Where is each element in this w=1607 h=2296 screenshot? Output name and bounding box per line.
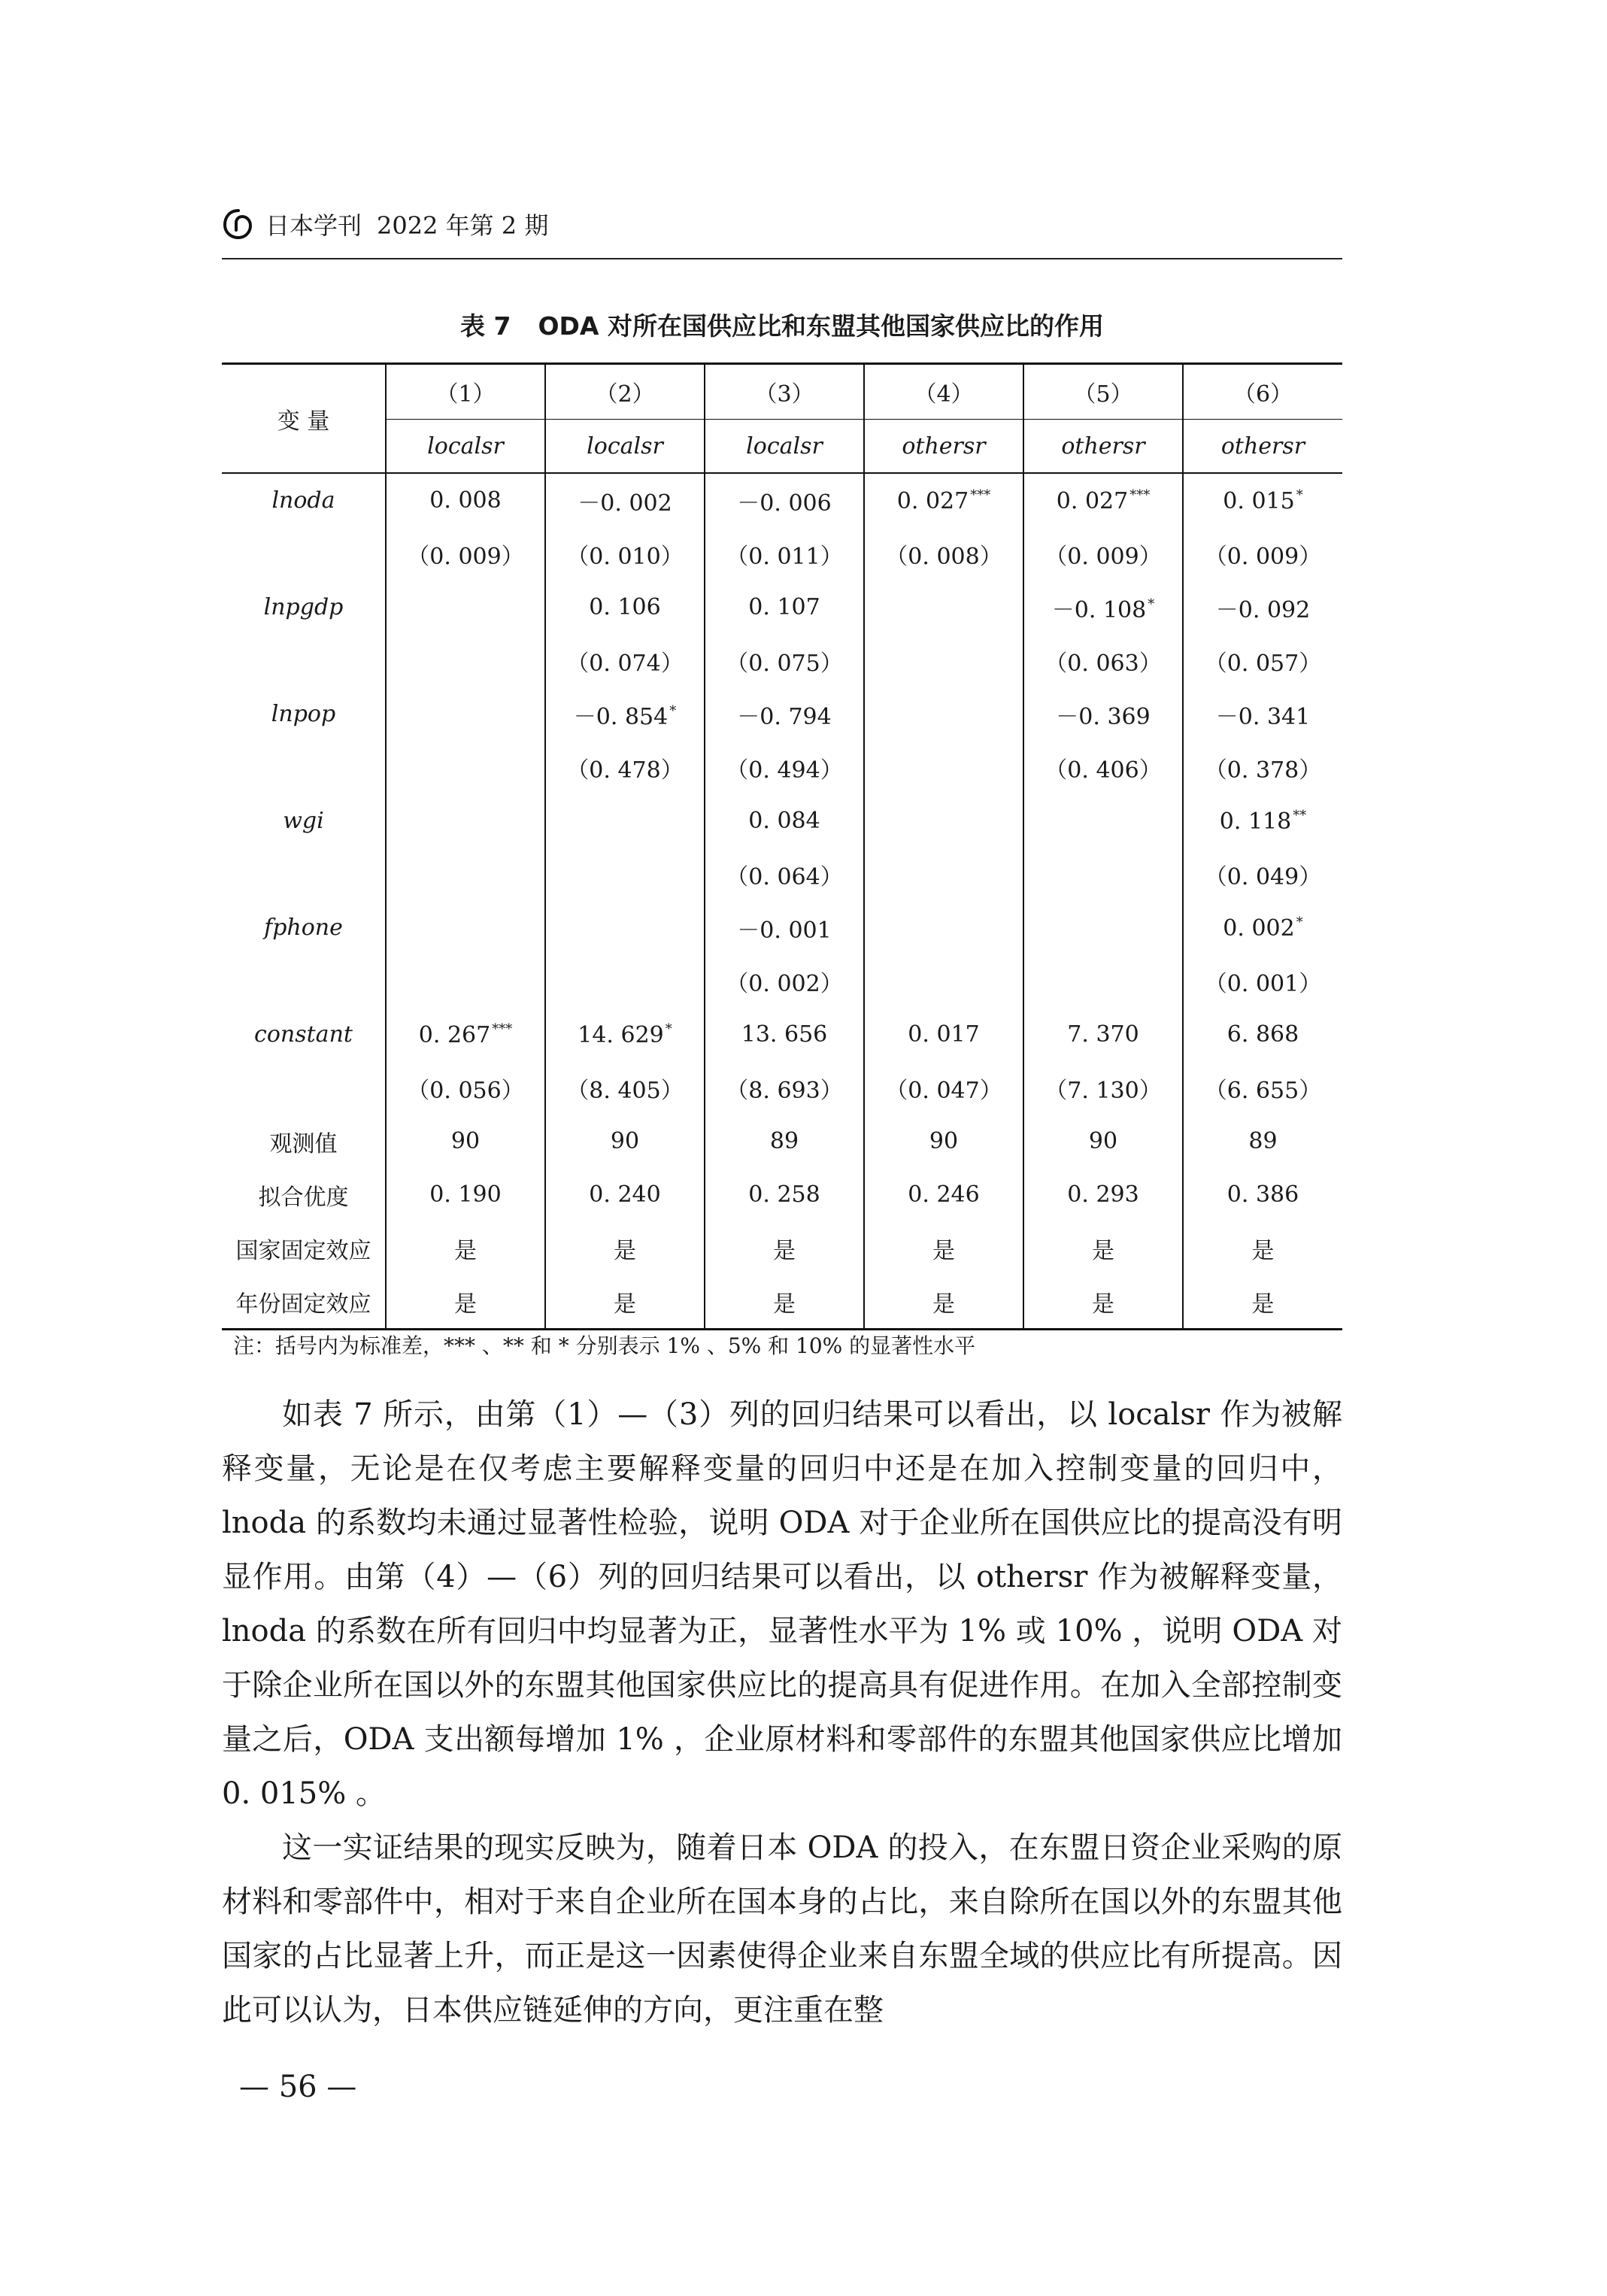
column-header: （1） xyxy=(386,364,545,420)
journal-name: 日本学刊 xyxy=(265,211,362,240)
standard-error-cell: （0. 047） xyxy=(864,1061,1023,1115)
significance-stars: * xyxy=(665,1021,672,1037)
statistic-value: 是 xyxy=(1023,1275,1183,1330)
standard-error-cell xyxy=(1023,954,1183,1008)
dependent-variable: othersr xyxy=(1023,420,1183,474)
variable-label: lnpop xyxy=(271,701,336,727)
coefficient-value: －0. 092 xyxy=(1215,596,1311,623)
empty-cell xyxy=(222,848,386,901)
coefficient-cell xyxy=(1183,581,1342,634)
standard-error-cell: （0. 009） xyxy=(386,527,545,581)
coefficient-value: 0. 027 xyxy=(1056,487,1129,514)
standard-error-cell: （0. 011） xyxy=(705,527,864,581)
coefficient-value: 0. 107 xyxy=(748,594,820,620)
coefficient-value: －0. 854 xyxy=(573,703,669,730)
coefficient-value: 0. 017 xyxy=(908,1021,980,1048)
table-note: 注：括号内为标准差，*** 、** 和 * 分别表示 1% 、5% 和 10% 的显著性水平 xyxy=(233,1333,976,1358)
coefficient-value: 0. 118 xyxy=(1219,808,1292,835)
coefficient-value: －0. 002 xyxy=(578,490,672,517)
standard-error-cell: （0. 009） xyxy=(1023,527,1183,581)
coefficient-cell xyxy=(386,901,545,954)
coefficient-cell xyxy=(545,687,705,741)
empty-cell xyxy=(222,741,386,794)
standard-error-cell: （0. 001） xyxy=(1183,954,1342,1008)
paragraph: 如表 7 所示，由第（1）—（3）列的回归结果可以看出，以 localsr 作为被解释变量，无论是在仅考虑主要解释变量的回归中还是在加入控制变量的回归中，lnoda 的系数均未通过显著性检验，说明 ODA 对于企业所在国供应比的提高没有明显作用。由第（4）—（6）列的回归结果可以看出，以 othersr 作为被解释变量，lnoda 的系数在所有回归中均显著为正，显著性水平为 1% 或 10% ，说明 ODA 对于除企业所在国以外的东盟其他国家供应比的提高具有促进作用。在加入全部控制变量之后，ODA 支出额每增加 1% ，企业原材料和零部件的东盟其他国家供应比增加 0. 015% 。 xyxy=(222,1397,1342,1811)
coefficient-cell xyxy=(705,473,864,527)
statistic-label: 年份固定效应 xyxy=(235,1291,371,1318)
statistic-value: 是 xyxy=(864,1221,1023,1275)
standard-error-cell xyxy=(545,848,705,901)
significance-stars: * xyxy=(1296,914,1303,930)
significance-stars: * xyxy=(1148,596,1155,612)
coefficient-cell xyxy=(386,473,545,527)
coefficient-value: 6. 868 xyxy=(1226,1021,1299,1048)
statistic-value: 是 xyxy=(864,1275,1023,1330)
standard-error-cell: （0. 008） xyxy=(864,527,1023,581)
coefficient-cell xyxy=(864,1008,1023,1061)
coefficient-cell xyxy=(545,1008,705,1061)
table-row xyxy=(222,848,1342,901)
table-row xyxy=(222,1221,1342,1275)
standard-error-cell: （7. 130） xyxy=(1023,1061,1183,1115)
coefficient-value: －0. 001 xyxy=(737,917,832,944)
coefficient-cell xyxy=(705,901,864,954)
standard-error-cell: （0. 478） xyxy=(545,741,705,794)
standard-error-cell: （0. 002） xyxy=(705,954,864,1008)
variable-label: lnoda xyxy=(271,487,335,514)
standard-error-cell xyxy=(864,741,1023,794)
variable-label: constant xyxy=(254,1021,353,1048)
coefficient-cell xyxy=(705,794,864,848)
coefficient-cell xyxy=(705,1008,864,1061)
dependent-variable: localsr xyxy=(545,420,705,474)
table-row xyxy=(222,687,1342,741)
coefficient-value: 7. 370 xyxy=(1067,1021,1139,1048)
coefficient-cell xyxy=(1023,901,1183,954)
coefficient-value: 0. 002 xyxy=(1223,914,1295,942)
statistic-value: 0. 386 xyxy=(1183,1168,1342,1221)
significance-stars: *** xyxy=(492,1021,513,1037)
coefficient-value: 0. 027 xyxy=(896,487,969,514)
statistic-value: 是 xyxy=(386,1275,545,1330)
coefficient-cell xyxy=(864,473,1023,527)
statistic-value: 0. 293 xyxy=(1023,1168,1183,1221)
statistic-value: 90 xyxy=(386,1115,545,1168)
standard-error-cell: （0. 494） xyxy=(705,741,864,794)
column-header: （3） xyxy=(705,364,864,420)
column-header: （4） xyxy=(864,364,1023,420)
coefficient-cell xyxy=(864,687,1023,741)
statistic-value: 是 xyxy=(1023,1221,1183,1275)
variable-label: fphone xyxy=(264,914,343,941)
statistic-value: 是 xyxy=(386,1221,545,1275)
empty-cell xyxy=(222,1061,386,1115)
paragraph: 这一实证结果的现实反映为，随着日本 ODA 的投入，在东盟日资企业采购的原材料和零部件中，相对于来自企业所在国本身的占比，来自除所在国以外的东盟其他国家的占比显著上升，而正是这一因素使得企业来自东盟全域的供应比有所提高。因此可以认为，日本供应链延伸的方向，更注重在整 xyxy=(222,1830,1342,2028)
coefficient-value: －0. 108 xyxy=(1051,596,1147,623)
variable-label: lnpgdp xyxy=(263,594,344,620)
significance-stars: *** xyxy=(970,487,991,503)
coefficient-cell xyxy=(1023,687,1183,741)
empty-cell xyxy=(222,954,386,1008)
significance-stars: ** xyxy=(1293,807,1307,823)
coefficient-cell xyxy=(1023,581,1183,634)
empty-cell xyxy=(222,527,386,581)
coefficient-value: 0. 015 xyxy=(1223,487,1295,514)
coefficient-cell xyxy=(1023,794,1183,848)
coefficient-cell xyxy=(1023,1008,1183,1061)
coefficient-cell xyxy=(1183,901,1342,954)
standard-error-cell: （0. 406） xyxy=(1023,741,1183,794)
coefficient-value: 0. 084 xyxy=(748,808,820,834)
significance-stars: * xyxy=(1296,487,1303,503)
header-rule xyxy=(222,258,1342,259)
statistic-value: 是 xyxy=(1183,1275,1342,1330)
coefficient-cell xyxy=(386,1008,545,1061)
coefficient-value: －0. 341 xyxy=(1215,703,1311,730)
table-row xyxy=(222,527,1342,581)
table-row xyxy=(222,901,1342,954)
table-row xyxy=(222,1168,1342,1221)
coefficient-cell xyxy=(1183,1008,1342,1061)
significance-stars: *** xyxy=(1129,487,1151,503)
statistic-value: 0. 190 xyxy=(386,1168,545,1221)
coefficient-cell xyxy=(1023,473,1183,527)
standard-error-cell xyxy=(386,848,545,901)
standard-error-cell: （0. 063） xyxy=(1023,634,1183,687)
coefficient-cell xyxy=(1183,473,1342,527)
statistic-value: 0. 240 xyxy=(545,1168,705,1221)
column-header: （2） xyxy=(545,364,705,420)
coefficient-cell xyxy=(386,687,545,741)
statistic-label: 拟合优度 xyxy=(258,1184,349,1211)
standard-error-cell xyxy=(864,848,1023,901)
statistic-value: 90 xyxy=(545,1115,705,1168)
standard-error-cell xyxy=(386,741,545,794)
table-row xyxy=(222,1061,1342,1115)
table-row xyxy=(222,954,1342,1008)
standard-error-cell: （0. 064） xyxy=(705,848,864,901)
table-row xyxy=(222,741,1342,794)
coefficient-value: 14. 629 xyxy=(578,1021,664,1048)
coefficient-cell xyxy=(386,794,545,848)
standard-error-cell: （0. 057） xyxy=(1183,634,1342,687)
statistic-label: 国家固定效应 xyxy=(235,1237,371,1264)
standard-error-cell xyxy=(386,954,545,1008)
statistic-value: 0. 246 xyxy=(864,1168,1023,1221)
statistic-value: 89 xyxy=(1183,1115,1342,1168)
coefficient-cell xyxy=(1183,687,1342,741)
coefficient-cell xyxy=(864,581,1023,634)
column-header: （6） xyxy=(1183,364,1342,420)
statistic-value: 89 xyxy=(705,1115,864,1168)
statistic-label: 观测值 xyxy=(269,1130,338,1157)
significance-stars: * xyxy=(669,702,677,719)
standard-error-cell xyxy=(864,954,1023,1008)
statistic-value: 是 xyxy=(705,1275,864,1330)
coefficient-value: －0. 006 xyxy=(737,490,832,517)
coefficient-cell xyxy=(545,794,705,848)
coefficient-value: 0. 008 xyxy=(429,487,502,514)
table-row xyxy=(222,1008,1342,1061)
coefficient-value: －0. 369 xyxy=(1056,703,1151,730)
standard-error-cell: （0. 378） xyxy=(1183,741,1342,794)
coefficient-value: 13. 656 xyxy=(741,1021,828,1048)
coefficient-cell xyxy=(386,581,545,634)
coefficient-cell xyxy=(705,581,864,634)
statistic-value: 是 xyxy=(1183,1221,1342,1275)
statistic-value: 是 xyxy=(545,1221,705,1275)
statistic-value: 是 xyxy=(545,1275,705,1330)
statistic-value: 90 xyxy=(1023,1115,1183,1168)
coefficient-cell xyxy=(864,794,1023,848)
dependent-variable: othersr xyxy=(864,420,1023,474)
standard-error-cell: （0. 010） xyxy=(545,527,705,581)
coefficient-cell xyxy=(545,473,705,527)
coefficient-value: －0. 794 xyxy=(737,703,832,730)
table-title xyxy=(222,307,1342,342)
standard-error-cell xyxy=(1023,848,1183,901)
dependent-variable: othersr xyxy=(1183,420,1342,474)
standard-error-cell xyxy=(386,634,545,687)
standard-error-cell: （0. 009） xyxy=(1183,527,1342,581)
running-header xyxy=(222,207,1342,241)
empty-cell xyxy=(222,634,386,687)
coefficient-cell xyxy=(1183,794,1342,848)
column-header: （5） xyxy=(1023,364,1183,420)
table-number: 表 7 xyxy=(460,311,511,341)
regression-table xyxy=(222,362,1342,1330)
variable-label: wgi xyxy=(283,808,324,834)
table-row xyxy=(222,581,1342,634)
standard-error-cell: （0. 056） xyxy=(386,1061,545,1115)
dependent-variable: localsr xyxy=(386,420,545,474)
coefficient-cell xyxy=(545,901,705,954)
table-row xyxy=(222,1115,1342,1168)
standard-error-cell xyxy=(545,954,705,1008)
statistic-value: 是 xyxy=(705,1221,864,1275)
statistic-value: 0. 258 xyxy=(705,1168,864,1221)
body-text xyxy=(222,1388,1342,2037)
table-caption: ODA 对所在国供应比和东盟其他国家供应比的作用 xyxy=(538,311,1104,341)
coefficient-value: 0. 267 xyxy=(418,1021,491,1048)
journal-logo-icon xyxy=(222,208,255,241)
standard-error-cell: （0. 049） xyxy=(1183,848,1342,901)
standard-error-cell: （8. 693） xyxy=(705,1061,864,1115)
coefficient-cell xyxy=(864,901,1023,954)
page-number: — 56 — xyxy=(239,2070,357,2104)
standard-error-cell: （0. 075） xyxy=(705,634,864,687)
statistic-value: 90 xyxy=(864,1115,1023,1168)
standard-error-cell: （8. 405） xyxy=(545,1061,705,1115)
table-row xyxy=(222,1275,1342,1330)
table-row xyxy=(222,473,1342,527)
table-row xyxy=(222,794,1342,848)
standard-error-cell: （6. 655） xyxy=(1183,1061,1342,1115)
standard-error-cell: （0. 074） xyxy=(545,634,705,687)
table-row xyxy=(222,634,1342,687)
coefficient-value: 0. 106 xyxy=(589,594,661,620)
dependent-variable: localsr xyxy=(705,420,864,474)
coefficient-cell xyxy=(705,687,864,741)
coefficient-cell xyxy=(545,581,705,634)
variable-header: 变 量 xyxy=(222,364,386,474)
journal-issue: 2022 年第 2 期 xyxy=(377,211,549,240)
standard-error-cell xyxy=(864,634,1023,687)
